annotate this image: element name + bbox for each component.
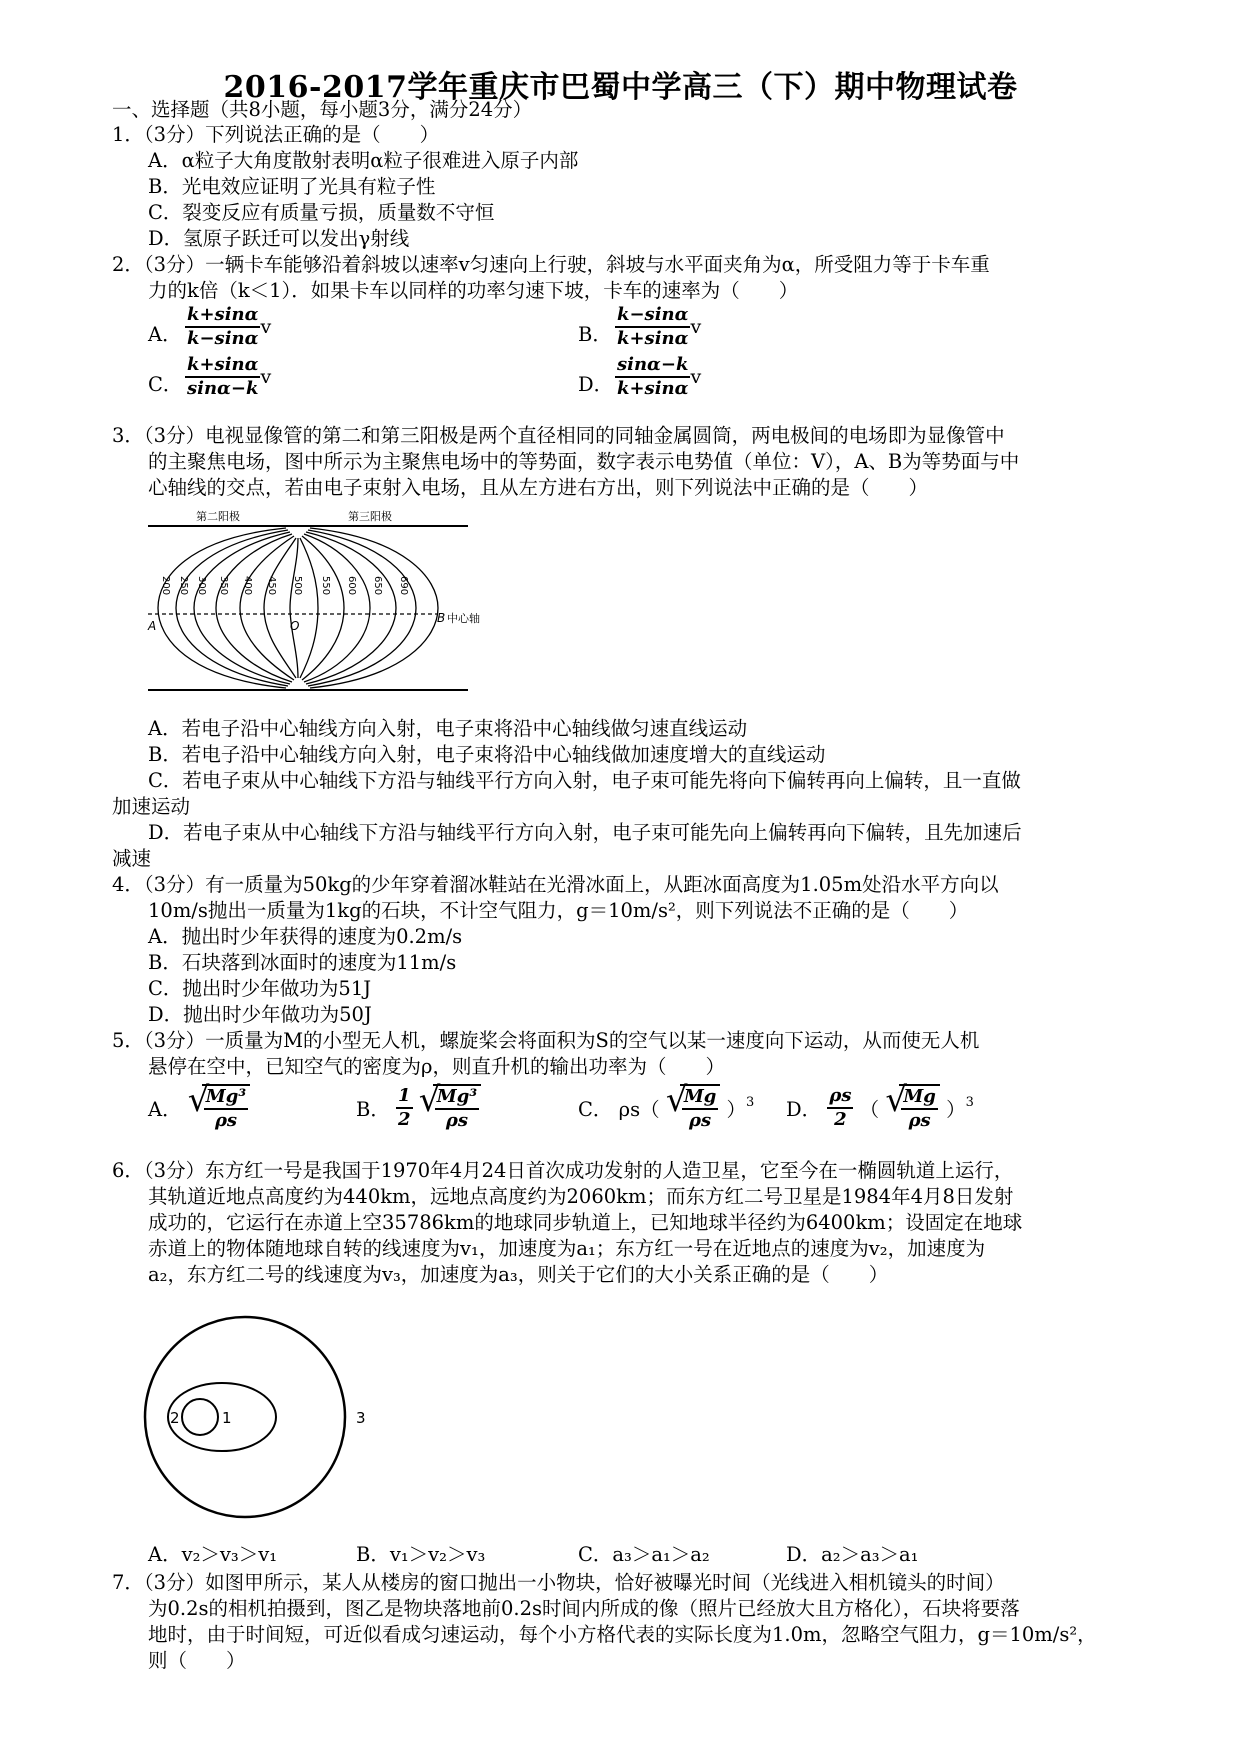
q1-option-d: D．氢原子跃迁可以发出γ射线 xyxy=(148,227,410,250)
equipotential-curves xyxy=(158,528,438,688)
q7-stem-line1: 7．（3分）如图甲所示，某人从楼房的窗口抛出一小物块，恰好被曝光时间（光线进入相机镜头的时间） xyxy=(112,1571,1005,1594)
point-b-label: B xyxy=(437,611,446,625)
q2-option-b: B． xyxy=(578,323,612,346)
q4-option-b: B．石块落到冰面时的速度为11m/s xyxy=(148,951,457,974)
q5-stem-line2: 悬停在空中，已知空气的密度为ρ，则直升机的输出功率为（ ） xyxy=(148,1055,725,1078)
q2-stem-line2: 力的k倍（k＜1）．如果卡车以同样的功率匀速下坡，卡车的速率为（ ） xyxy=(148,279,799,302)
q6-option-a: A．v₂＞v₃＞v₁ xyxy=(148,1543,278,1566)
orbit-3-label: 3 xyxy=(356,1409,366,1427)
q6-stem-line4: 赤道上的物体随地球自转的线速度为v₁，加速度为a₁；东方红一号在近地点的速度为v₂，加速度为 xyxy=(148,1237,986,1260)
q6-option-c: C．a₃＞a₁＞a₂ xyxy=(578,1543,710,1566)
q6-stem-line2: 其轨道近地点高度约为440km，远地点高度约为2060km；而东方红二号卫星是1984年4月8日发射 xyxy=(148,1185,1014,1208)
q3-option-d-line1: D．若电子束从中心轴线下方沿与轴线平行方向入射，电子束可能先向上偏转再向下偏转，且先加速后 xyxy=(148,821,1022,844)
q4-option-d: D．抛出时少年做功为50J xyxy=(148,1003,372,1026)
q7-stem-line3: 地时，由于时间短，可近似看成匀速运动，每个小方格代表的实际长度为1.0m，忽略空气阻力，g＝10m/s²， xyxy=(148,1623,1097,1646)
potential-value-label: 250 xyxy=(178,576,189,596)
point-o-label: O xyxy=(290,619,300,633)
q7-stem-line4: 则（ ） xyxy=(148,1649,246,1672)
section-heading: 一、选择题（共8小题，每小题3分，满分24分） xyxy=(112,98,533,121)
q3-option-b: B．若电子沿中心轴线方向入射，电子束将沿中心轴线做加速度增大的直线运动 xyxy=(148,743,826,766)
q3-option-c-line2: 加速运动 xyxy=(112,795,191,818)
q7-stem-line2: 为0.2s的相机拍摄到，图乙是物块落地前0.2s时间内所成的像（照片已经放大且方格化），石块将要落 xyxy=(148,1597,1020,1620)
potential-value-label: 200 xyxy=(160,576,171,596)
q5-stem-line1: 5．（3分）一质量为M的小型无人机，螺旋桨会将面积为S的空气以某一速度向下运动，从而使无人机 xyxy=(112,1029,980,1052)
potential-value-label: 690 xyxy=(398,576,409,596)
q1-option-b: B．光电效应证明了光具有粒子性 xyxy=(148,175,436,198)
orbit-2-label: 2 xyxy=(170,1409,180,1427)
anode2-label: 第二阳极 xyxy=(196,510,240,523)
q4-stem-line2: 10m/s抛出一质量为1kg的石块，不计空气阻力，g＝10m/s²，则下列说法不正确的是（ ） xyxy=(148,899,969,922)
q5-option-a: A． √ $\frac{\text{Mg³}}{\rho s}$ xyxy=(148,1084,250,1132)
orbit-1-label: 1 xyxy=(222,1409,232,1427)
earth-circle xyxy=(182,1399,218,1435)
potential-value-label: 400 xyxy=(242,576,253,596)
q4-stem-line1: 4．（3分）有一质量为50kg的少年穿着溜冰鞋站在光滑冰面上，从距冰面高度为1.05m处沿水平方向以 xyxy=(112,873,999,896)
q5-option-b: B． $\frac{1}{2}$ √ $\frac{\text{Mg³}}{\rho s}$ xyxy=(356,1084,481,1132)
q6-option-b: B．v₁＞v₂＞v₃ xyxy=(356,1543,486,1566)
q3-option-a: A．若电子沿中心轴线方向入射，电子束将沿中心轴线做匀速直线运动 xyxy=(148,717,748,740)
q1-stem: 1．（3分）下列说法正确的是（ ） xyxy=(112,123,440,146)
center-axis-label: 中心轴 xyxy=(447,612,480,625)
q2-stem-line1: 2．（3分）一辆卡车能够沿着斜坡以速率v匀速向上行驶，斜坡与水平面夹角为α，所受阻力等于卡车重 xyxy=(112,253,990,276)
q2-option-a-fraction: $\frac{k+\sin\alpha}{k-\sin\alpha}$ v xyxy=(187,304,272,349)
option-label: A． xyxy=(148,323,182,346)
q6-option-d: D．a₂＞a₃＞a₁ xyxy=(786,1543,919,1566)
q5-option-c: C． ρs（ √ $\frac{Mg}{\rho s}$ ）$^3$ xyxy=(578,1080,755,1131)
q3-stem-line1: 3．（3分）电视显像管的第二和第三阳极是两个直径相同的同轴金属圆筒，两电极间的电场即为显像管中 xyxy=(112,424,1005,447)
point-a-label: A xyxy=(148,619,157,633)
q3-equipotential-figure xyxy=(148,508,480,708)
q6-orbit-figure xyxy=(140,1302,400,1532)
q1-option-c: C．裂变反应有质量亏损，质量数不守恒 xyxy=(148,201,495,224)
potential-value-label: 350 xyxy=(218,576,229,596)
exam-title: 2016-2017学年重庆市巴蜀中学高三（下）期中物理试卷 xyxy=(223,70,1018,105)
q6-stem-line3: 成功的，它运行在赤道上空35786km的地球同步轨道上，已知地球半径约为6400km；设固定在地球 xyxy=(148,1211,1023,1234)
potential-value-label: 500 xyxy=(292,576,303,596)
q2-option-b-fraction: $\frac{k-\sin\alpha}{k+\sin\alpha}$ v xyxy=(617,304,702,349)
q6-stem-line1: 6．（3分）东方红一号是我国于1970年4月24日首次成功发射的人造卫星，它至今在一椭圆轨道上运行， xyxy=(112,1159,1014,1182)
q2-option-d-fraction: $\frac{\sin\alpha-k}{k+\sin\alpha}$ v xyxy=(617,354,702,399)
q3-option-c-line1: C．若电子束从中心轴线下方沿与轴线平行方向入射，电子束可能先将向下偏转再向上偏转，且一直做 xyxy=(148,769,1021,792)
potential-value-label: 650 xyxy=(372,576,383,596)
q4-option-a: A．抛出时少年获得的速度为0.2m/s xyxy=(148,925,463,948)
q3-stem-line2: 的主聚焦电场，图中所示为主聚焦电场中的等势面，数字表示电势值（单位：V），A、B为等势面与中 xyxy=(148,450,1020,473)
q2-option-c: C． xyxy=(148,373,183,396)
q4-option-c: C．抛出时少年做功为51J xyxy=(148,977,372,1000)
q3-option-d-line2: 减速 xyxy=(112,847,152,870)
q3-stem-line3: 心轴线的交点，若由电子束射入电场，且从左方进右方出，则下列说法中正确的是（ ） xyxy=(148,476,929,499)
anode3-label: 第三阳极 xyxy=(348,510,392,523)
q2-option-d: D． xyxy=(578,373,614,396)
q1-option-a: A．α粒子大角度散射表明α粒子很难进入原子内部 xyxy=(148,149,579,172)
q6-stem-line5: a₂，东方红二号的线速度为v₃，加速度为a₃，则关于它们的大小关系正确的是（ ） xyxy=(148,1263,889,1286)
q5-option-d: D． $\frac{\rho s}{2}$ （ √ $\frac{Mg}{\rho s}$ ）$^3$ xyxy=(786,1080,974,1131)
potential-value-label: 600 xyxy=(346,576,357,596)
potential-value-label: 450 xyxy=(266,576,277,596)
potential-value-label: 550 xyxy=(320,576,331,596)
potential-value-label: 300 xyxy=(196,576,207,596)
q2-option-c-fraction: $\frac{k+\sin\alpha}{\sin\alpha-k}$ v xyxy=(187,354,272,399)
q2-option-a xyxy=(148,322,182,348)
